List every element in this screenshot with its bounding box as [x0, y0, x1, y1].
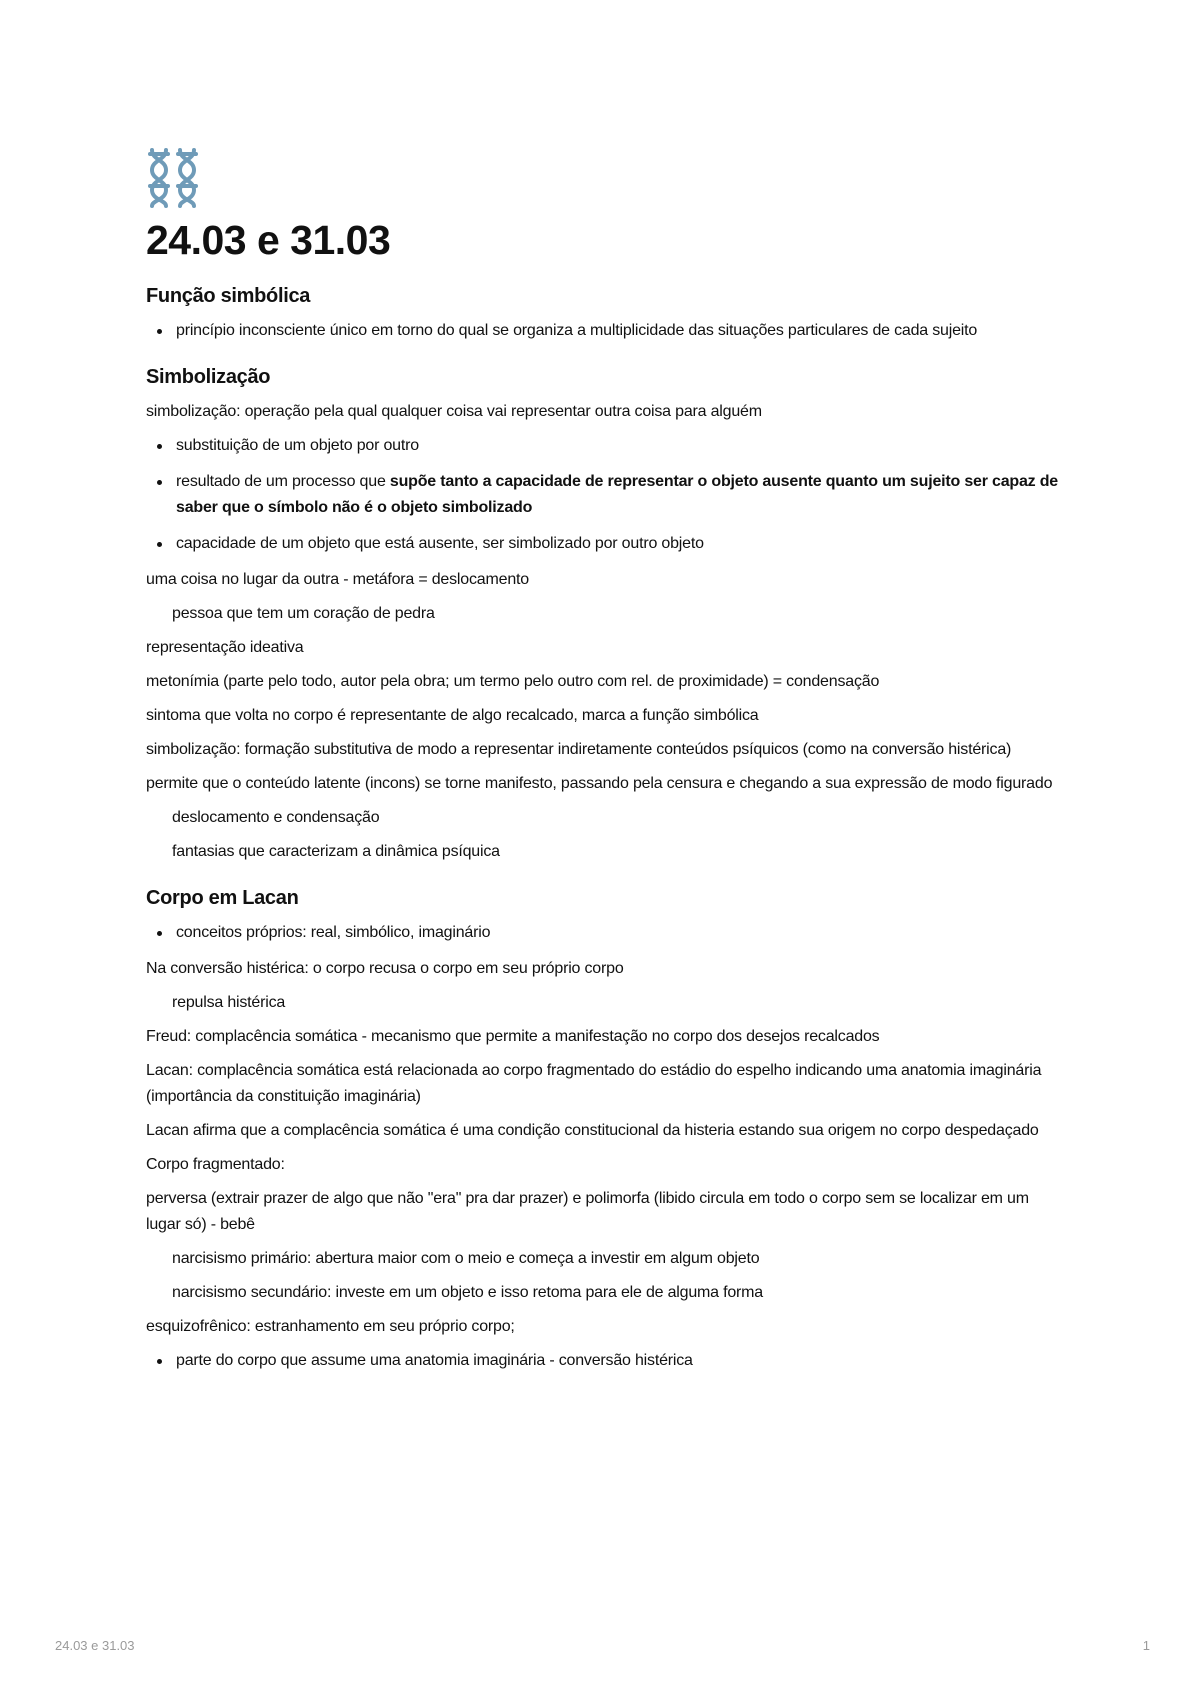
indented-paragraph: narcisismo secundário: investe em um objeto e isso retoma para ele de alguma forma — [172, 1284, 764, 1302]
paragraph: simbolização: formação substitutiva de modo a representar indiretamente conteúdos psíquicos (como na conversão histérica) — [146, 741, 1012, 759]
list-item: parte do corpo que assume uma anatomia imaginária - conversão histérica — [146, 1348, 1066, 1374]
list-item — [146, 469, 1066, 521]
list-item: princípio inconsciente único em torno do qual se organiza a multiplicidade das situações particulares de cada sujeito — [146, 318, 1066, 344]
paragraph: Lacan: complacência somática está relacionada ao corpo fragmentado do estádio do espelho indicando uma anatomia imaginária (importância da constituição imaginária) — [146, 1062, 1042, 1106]
heading-funcao-simbolica: Função simbólica — [146, 285, 311, 308]
indented-paragraph: repulsa histérica — [172, 994, 286, 1012]
heading-corpo-em-lacan: Corpo em Lacan — [146, 887, 299, 910]
paragraph: uma coisa no lugar da outra - metáfora = deslocamento — [146, 571, 529, 589]
paragraph: Freud: complacência somática - mecanismo que permite a manifestação no corpo dos desejos recalcados — [146, 1028, 880, 1046]
paragraph: perversa (extrair prazer de algo que não "era" pra dar prazer) e polimorfa (libido circula em todo o corpo sem se localizar em um lugar só) - bebê — [146, 1190, 1029, 1234]
paragraph: permite que o conteúdo latente (incons) se torne manifesto, passando pela censura e chegando a sua expressão de modo figurado — [146, 775, 1053, 793]
bullet-list — [146, 920, 1066, 946]
bullet-list — [146, 433, 1066, 557]
page-title: 24.03 e 31.03 — [146, 217, 391, 263]
list-item: conceitos próprios: real, simbólico, imaginário — [146, 920, 1066, 946]
heading-simbolizacao: Simbolização — [146, 366, 271, 389]
paragraph: esquizofrênico: estranhamento em seu próprio corpo; — [146, 1318, 515, 1336]
page-content — [146, 146, 1066, 1384]
indented-paragraph: deslocamento e condensação — [172, 809, 380, 827]
bold-text: supõe tanto a capacidade de representar o objeto ausente quanto um sujeito ser capaz de saber que o símbolo não é o objeto simbolizado — [176, 473, 1058, 517]
paragraph: sintoma que volta no corpo é representante de algo recalcado, marca a função simbólica — [146, 707, 759, 725]
paragraph: metonímia (parte pelo todo, autor pela obra; um termo pelo outro com rel. de proximidade) = condensação — [146, 673, 880, 691]
bullet-list — [146, 318, 1066, 344]
list-item: capacidade de um objeto que está ausente, ser simbolizado por outro objeto — [146, 531, 1066, 557]
footer-title: 24.03 e 31.03 — [55, 1638, 135, 1653]
paragraph: Na conversão histérica: o corpo recusa o corpo em seu próprio corpo — [146, 960, 624, 978]
page-number: 1 — [1142, 1638, 1150, 1653]
paragraph: Corpo fragmentado: — [146, 1156, 285, 1174]
indented-paragraph: fantasias que caracterizam a dinâmica psíquica — [172, 843, 500, 861]
dna-icon — [146, 146, 202, 208]
bullet-list — [146, 1348, 1066, 1374]
list-item-text: resultado de um processo que — [176, 473, 390, 491]
paragraph: simbolização: operação pela qual qualquer coisa vai representar outra coisa para alguém — [146, 403, 762, 421]
paragraph: Lacan afirma que a complacência somática é uma condição constitucional da histeria estando sua origem no corpo despedaçado — [146, 1122, 1039, 1140]
indented-paragraph: pessoa que tem um coração de pedra — [172, 605, 435, 623]
paragraph: representação ideativa — [146, 639, 304, 657]
indented-paragraph: narcisismo primário: abertura maior com o meio e começa a investir em algum objeto — [172, 1250, 760, 1268]
list-item: substituição de um objeto por outro — [146, 433, 1066, 459]
